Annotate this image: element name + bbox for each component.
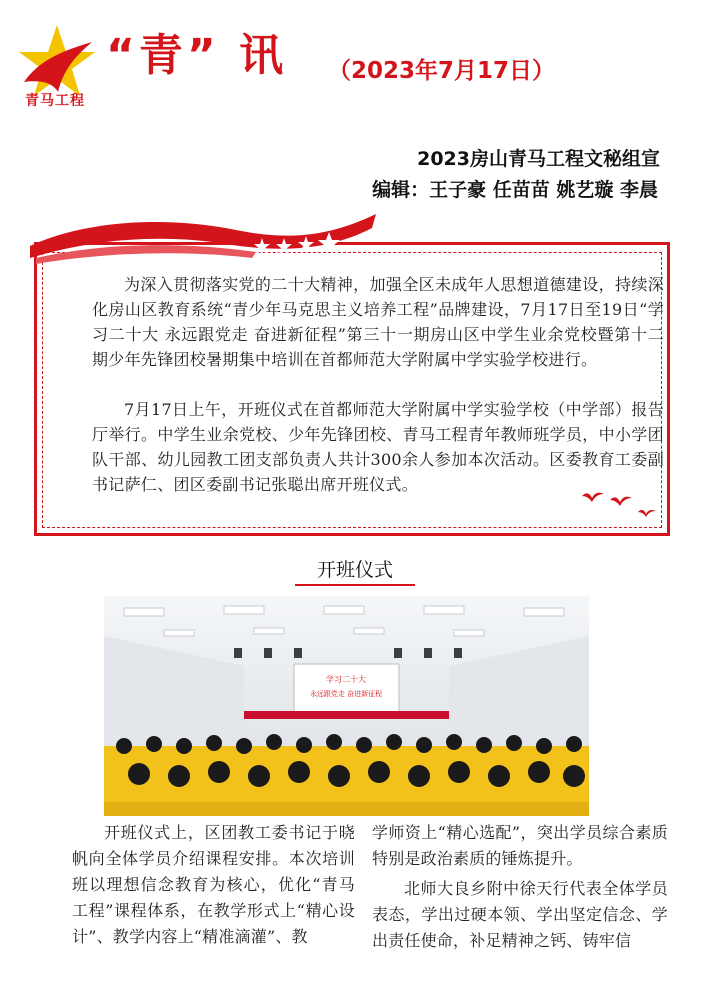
ceremony-photo (104, 596, 589, 816)
body-left-column: 开班仪式上，区团教工委书记于晓帆向全体学员介绍课程安排。本次培训班以理想信念教育为核心，优化“青马工程”课程体系，在教学形式上“精心设计”、教学内容上“精准滴灌”、教 (72, 823, 355, 946)
screen-text-1: 学习二十大 (326, 675, 366, 684)
ribbon-decoration (26, 208, 382, 268)
section-heading: 开班仪式 (316, 559, 393, 581)
newsletter-title: “青” 讯 (106, 30, 288, 81)
bird-icon (582, 493, 604, 502)
screen-text-2: 永远跟党走 奋进新征程 (309, 690, 383, 698)
body-right-paragraph-2: 北师大良乡附中徐天行代表全体学员表态，学出过硬本领、学出坚定信念、学出责任使命，补足精神之钙、铸牢信 (372, 879, 668, 950)
logo-caption: 青马工程 (25, 93, 85, 109)
bird-icon (638, 510, 656, 517)
birds-decoration (576, 482, 664, 522)
body-right-column (372, 820, 668, 954)
article-paragraph-2: 7月17日上午，开班仪式在首都师范大学附属中学实验学校（中学部）报告厅举行。中学生业余党校、少年先锋团校、青马工程青年教师班学员，中小学团队干部、幼儿园教工团支部负责人共计300余人参加本次活动。区委教育工委副书记萨仁、团区委副书记张聪出席开班仪式。 (92, 400, 664, 494)
editors-line: 编辑：王子豪 任苗苗 姚艺璇 李晨 (372, 179, 658, 201)
article-paragraph-1: 为深入贯彻落实党的二十大精神，加强全区未成年人思想道德建设，持续深化房山区教育系统“青少年马克思主义培养工程”品牌建设，7月17日至19日“学习二十大 永远跟党走 奋进新征程”第三十一期房山区中学生业余党校暨第十二期少年先锋团校暑期集中培训在首都师范大学附属中学实验学校进行。 (92, 275, 664, 369)
body-right-paragraph-1: 学师资上“精心选配”，突出学员综合素质特别是政治素质的锤炼提升。 (372, 823, 668, 868)
publisher-line: 2023房山青马工程文秘组宣 (417, 148, 660, 170)
bird-icon (610, 497, 632, 506)
issue-date: （2023年7月17日） (328, 58, 556, 84)
section-underline (295, 584, 415, 586)
